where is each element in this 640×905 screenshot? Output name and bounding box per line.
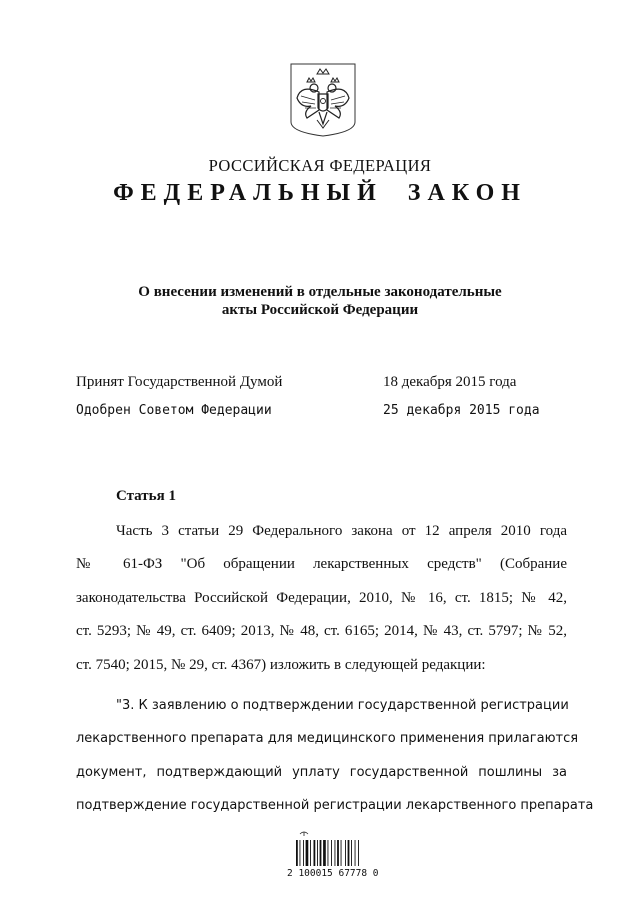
barcode-icon — [292, 830, 372, 890]
paragraph-line: подтверждение государственной регистрации лекарственного препарата — [76, 798, 594, 814]
paragraph-line: ст. 5293; № 49, ст. 6409; 2013, № 48, ст. 6165; 2014, № 43, ст. 5797; № 52, — [76, 623, 567, 640]
duma-label: Принят Государственной Думой — [76, 374, 283, 390]
council-label: Одобрен Советом Федерации — [76, 403, 272, 418]
paragraph-line: "3. К заявлению о подтверждении государственной регистрации — [116, 698, 569, 713]
paragraph-line: Часть 3 статьи 29 Федерального закона от 12 апреля 2010 года — [116, 523, 567, 539]
barcode-number: 2 100015 67778 0 — [287, 868, 379, 879]
duma-date: 18 декабря 2015 года — [383, 374, 517, 390]
law-subject-line: акты Российской Федерации — [221, 302, 419, 318]
coat-of-arms-icon — [289, 62, 357, 138]
council-date: 25 декабря 2015 года — [383, 403, 540, 418]
paragraph-line: документ, подтверждающий уплату государственной пошлины за — [76, 764, 567, 780]
law-subject-line: О внесении изменений в отдельные законодательные — [138, 284, 502, 300]
law-type-title: ФЕДЕРАЛЬНЫЙ ЗАКОН — [113, 180, 527, 206]
article-paragraph-2 — [76, 689, 594, 823]
country-name: РОССИЙСКАЯ ФЕДЕРАЦИЯ — [208, 156, 432, 175]
article-paragraph-1 — [76, 515, 567, 682]
paragraph-line: ст. 7540; 2015, № 29, ст. 4367) изложить в следующей редакции: — [76, 656, 486, 673]
law-subject — [0, 283, 640, 319]
paragraph-line: лекарственного препарата для медицинского применения прилагаются — [76, 731, 579, 747]
article-heading: Статья 1 — [116, 488, 176, 504]
paragraph-line: № 61-ФЗ "Об обращении лекарственных средств" (Собрание — [76, 556, 567, 573]
paragraph-line: законодательства Российской Федерации, 2010, № 16, ст. 1815; № 42, — [76, 589, 567, 606]
